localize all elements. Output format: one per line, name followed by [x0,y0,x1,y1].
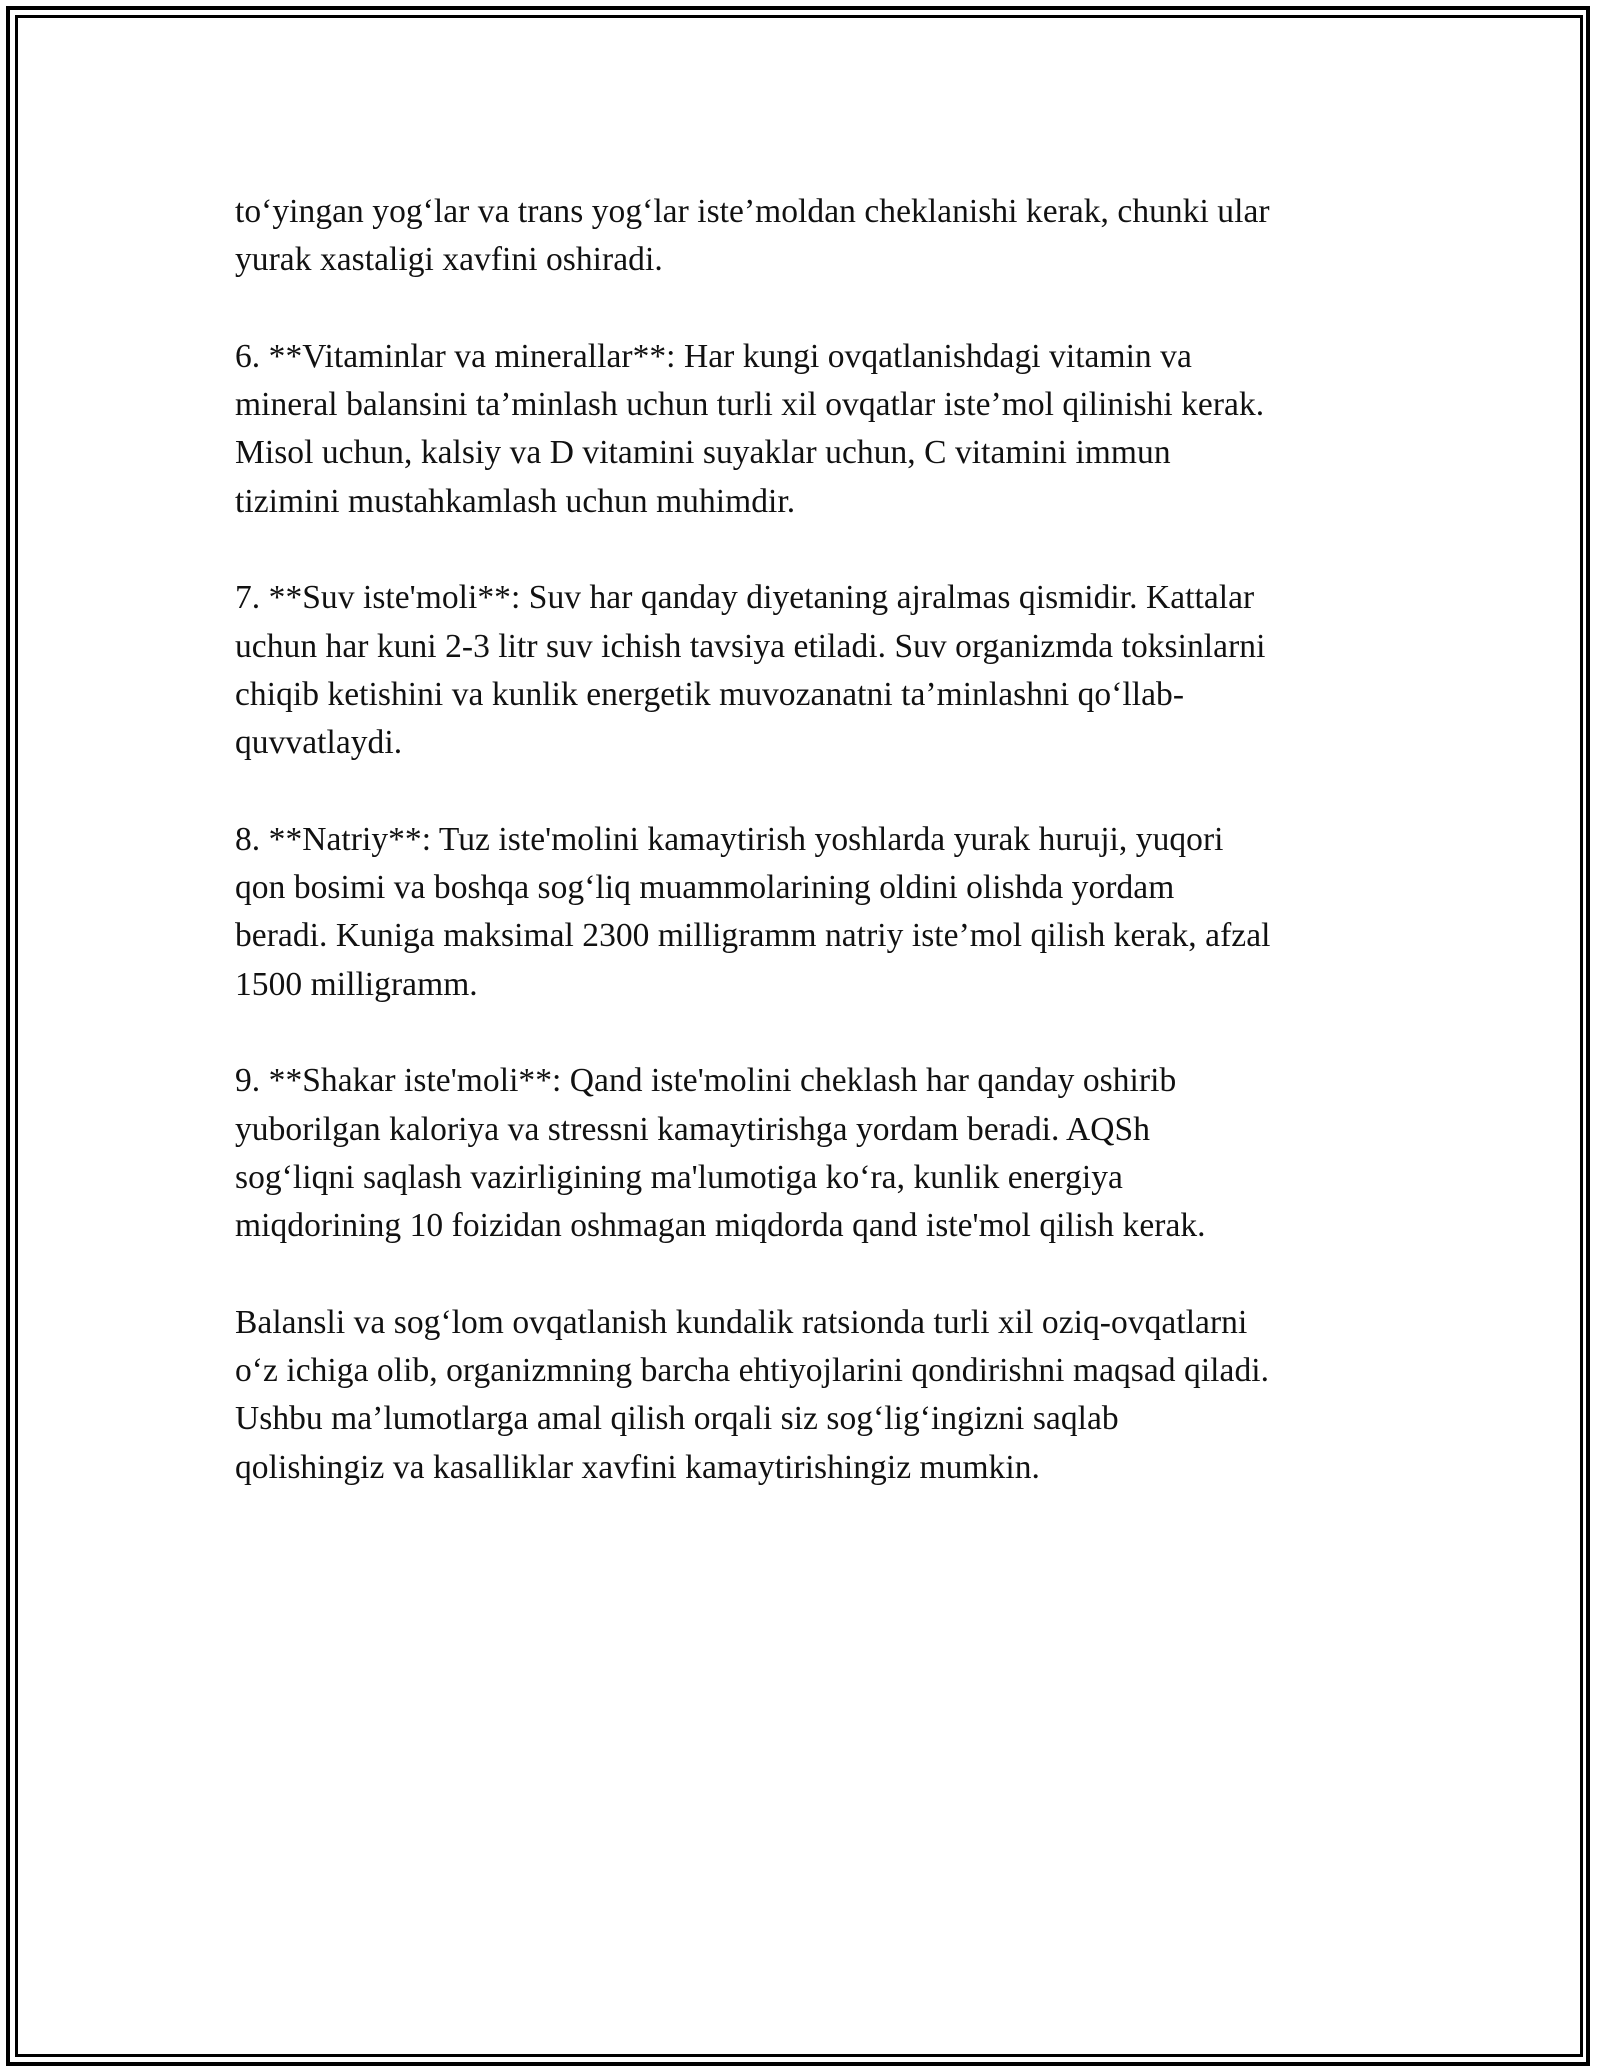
text-line: sog‘liqni saqlash vazirligining ma'lumotiga ko‘ra, kunlik energiya [235,1158,1123,1196]
text-line: yurak xastaligi xavfini oshiradi. [235,241,663,279]
text-line: uchun har kuni 2-3 litr suv ichish tavsiya etiladi. Suv organizmda toksinlarni [235,627,1266,665]
text-line: 9. **Shakar iste'moli**: Qand iste'molini cheklash har qanday oshirib [235,1062,1177,1100]
paragraph-vitamins [235,333,1365,526]
text-line: o‘z ichiga olib, organizmning barcha ehtiyojlarini qondirishni maqsad qiladi. [235,1352,1270,1390]
text-line: Ushbu ma’lumotlarga amal qilish orqali siz sog‘lig‘ingizni saqlab [235,1400,1119,1438]
paragraph-conclusion [235,1299,1365,1492]
text-line: 6. **Vitaminlar va minerallar**: Har kungi ovqatlanishdagi vitamin va [235,337,1192,375]
paragraph-water [235,574,1365,767]
paragraph-sugar [235,1057,1365,1250]
paragraph-fats-continued [235,188,1365,285]
text-line: quvvatlaydi. [235,724,403,762]
text-line: Misol uchun, kalsiy va D vitamini suyaklar uchun, C vitamini immun [235,434,1171,472]
text-line: 8. **Natriy**: Tuz iste'molini kamaytirish yoshlarda yurak huruji, yuqori [235,820,1224,858]
text-line: mineral balansini ta’minlash uchun turli xil ovqatlar iste’mol qilinishi kerak. [235,386,1265,424]
text-line: qolishingiz va kasalliklar xavfini kamaytirishingiz mumkin. [235,1448,1040,1486]
text-line: yuborilgan kaloriya va stressni kamaytirishga yordam beradi. AQSh [235,1110,1150,1148]
text-line: beradi. Kuniga maksimal 2300 milligramm natriy iste’mol qilish kerak, afzal [235,917,1271,955]
paragraph-sodium [235,816,1365,1009]
text-line: Balansli va sog‘lom ovqatlanish kundalik ratsionda turli xil oziq-ovqatlarni [235,1303,1248,1341]
text-line: chiqib ketishini va kunlik energetik muvozanatni ta’minlashni qo‘llab- [235,675,1185,713]
text-line: 1500 milligramm. [235,965,478,1003]
text-line: tizimini mustahkamlash uchun muhimdir. [235,482,796,520]
text-line: 7. **Suv iste'moli**: Suv har qanday diyetaning ajralmas qismidir. Kattalar [235,579,1255,617]
text-line: to‘yingan yog‘lar va trans yog‘lar iste’moldan cheklanishi kerak, chunki ular [235,193,1270,230]
text-line: qon bosimi va boshqa sog‘liq muammolarining oldini olishda yordam [235,869,1175,907]
text-line: miqdorining 10 foizidan oshmagan miqdorda qand iste'mol qilish kerak. [235,1207,1206,1245]
document-body [235,188,1365,1540]
